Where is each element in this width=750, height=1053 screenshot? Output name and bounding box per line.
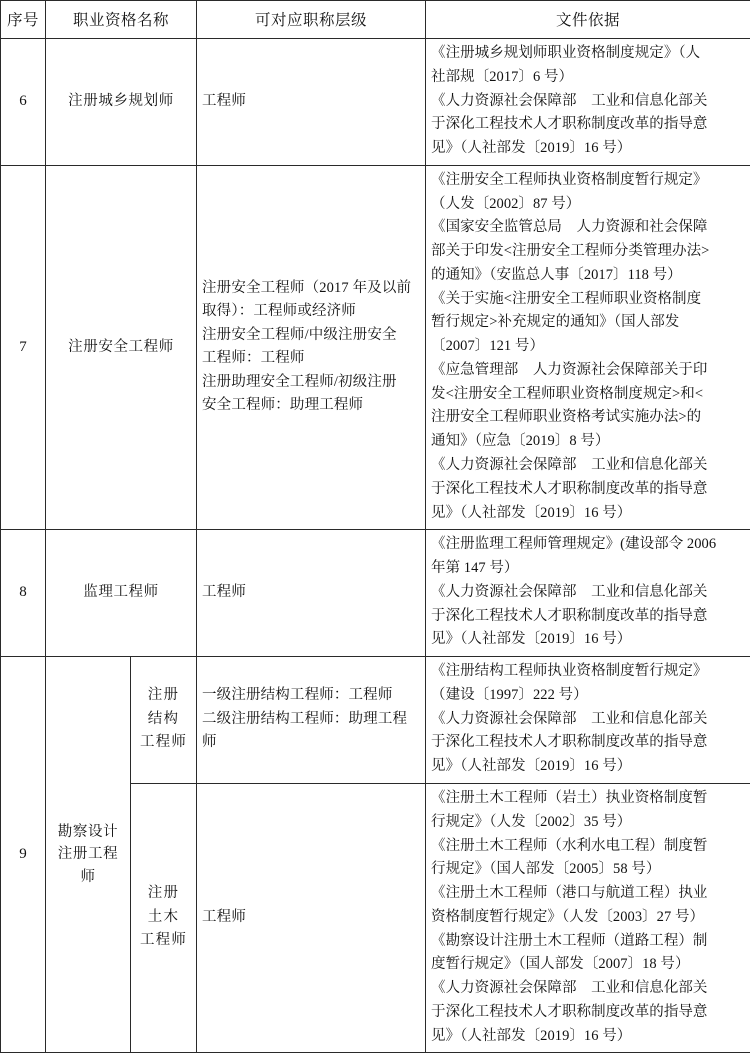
cell-qualification-subname-line: 注册	[136, 882, 191, 905]
cell-document-basis-line: 行规定》（人发〔2002〕35 号）	[431, 811, 745, 835]
cell-document-basis-line: 社部规〔2017〕6 号）	[431, 66, 745, 90]
cell-document-basis-line: 《注册城乡规划师职业资格制度规定》（人	[431, 42, 745, 66]
table-row	[1, 530, 750, 657]
cell-qualification-subname	[131, 657, 197, 784]
cell-document-basis-line: 于深化工程技术人才职称制度改革的指导意	[431, 731, 745, 755]
cell-document-basis-line: 见》（人社部发〔2019〕16 号）	[431, 137, 745, 161]
cell-document-basis-line: 于深化工程技术人才职称制度改革的指导意	[431, 113, 745, 137]
cell-title-level-line: 工程师：工程师	[202, 347, 420, 370]
cell-document-basis-line: 《注册安全工程师执业资格制度暂行规定》	[431, 169, 745, 193]
cell-title-level-line: 二级注册结构工程师：助理工程	[202, 708, 420, 731]
table-row	[1, 165, 750, 529]
cell-document-basis-line: 见》（人社部发〔2019〕16 号）	[431, 628, 745, 652]
cell-title-level	[197, 657, 426, 784]
cell-title-level-line: 安全工程师：助理工程师	[202, 394, 420, 417]
cell-title-level	[197, 165, 426, 529]
cell-title-level	[197, 530, 426, 657]
table-header	[1, 1, 750, 39]
cell-document-basis-line: 《注册结构工程师执业资格制度暂行规定》	[431, 660, 745, 684]
cell-document-basis-line: 《关于实施<注册安全工程师职业资格制度	[431, 288, 745, 312]
cell-title-level	[197, 39, 426, 166]
cell-sequence-number: 8	[1, 530, 46, 657]
cell-qualification-name: 监理工程师	[46, 530, 197, 657]
cell-document-basis-line: 《注册监理工程师管理规定》(建设部令 2006	[431, 533, 745, 557]
cell-document-basis-line: 行规定》（国人部发〔2005〕58 号）	[431, 858, 745, 882]
cell-document-basis	[426, 165, 750, 529]
cell-document-basis-line: 《人力资源社会保障部 工业和信息化部关	[431, 581, 745, 605]
column-header-seq: 序号	[1, 1, 46, 39]
cell-document-basis-line: 资格制度暂行规定》（人发〔2003〕27 号）	[431, 906, 745, 930]
cell-title-level-line: 注册安全工程师（2017 年及以前	[202, 277, 420, 300]
cell-document-basis-line: 年第 147 号）	[431, 557, 745, 581]
cell-document-basis-line: 于深化工程技术人才职称制度改革的指导意	[431, 478, 745, 502]
cell-qualification-name: 注册城乡规划师	[46, 39, 197, 166]
cell-title-level-line: 一级注册结构工程师：工程师	[202, 684, 420, 707]
cell-document-basis-line: 《人力资源社会保障部 工业和信息化部关	[431, 90, 745, 114]
cell-title-level-line: 工程师	[202, 581, 420, 604]
cell-document-basis-line: （人发〔2002〕87 号）	[431, 193, 745, 217]
cell-sequence-number: 6	[1, 39, 46, 166]
cell-document-basis-line: 《注册土木工程师（港口与航道工程）执业	[431, 882, 745, 906]
cell-document-basis-line: 的通知》（安监总人事〔2017〕118 号）	[431, 264, 745, 288]
cell-qualification-name	[46, 657, 131, 1053]
cell-document-basis-line: 于深化工程技术人才职称制度改革的指导意	[431, 1001, 745, 1025]
cell-document-basis-line: （建设〔1997〕222 号）	[431, 684, 745, 708]
cell-title-level-line: 注册安全工程师/中级注册安全	[202, 324, 420, 347]
cell-document-basis-line: 部关于印发<注册安全工程师分类管理办法>	[431, 240, 745, 264]
cell-document-basis-line: 《人力资源社会保障部 工业和信息化部关	[431, 454, 745, 478]
cell-title-level-line: 注册助理安全工程师/初级注册	[202, 371, 420, 394]
table-row	[1, 657, 750, 784]
cell-document-basis-line: 通知》（应急〔2019〕8 号）	[431, 430, 745, 454]
cell-title-level-line: 工程师	[202, 90, 420, 113]
cell-qualification-subname-line: 注册	[136, 684, 191, 707]
cell-document-basis	[426, 39, 750, 166]
cell-document-basis-line: 见》（人社部发〔2019〕16 号）	[431, 1025, 745, 1049]
cell-qualification-subname-line: 土木	[136, 906, 191, 929]
column-header-title-level: 可对应职称层级	[197, 1, 426, 39]
header-row	[1, 1, 750, 39]
cell-document-basis-line: 《应急管理部 人力资源社会保障部关于印	[431, 359, 745, 383]
cell-qualification-name-line: 勘察设计	[51, 821, 125, 843]
cell-title-level-line: 师	[202, 731, 420, 754]
cell-document-basis	[426, 783, 750, 1052]
cell-document-basis-line: 见》（人社部发〔2019〕16 号）	[431, 755, 745, 779]
cell-document-basis-line: 〔2007〕121 号）	[431, 335, 745, 359]
cell-document-basis-line: 于深化工程技术人才职称制度改革的指导意	[431, 605, 745, 629]
cell-qualification-name-line: 注册工程师	[51, 843, 125, 888]
cell-document-basis-line: 《人力资源社会保障部 工业和信息化部关	[431, 708, 745, 732]
cell-document-basis-line: 度暂行规定》（国人部发〔2007〕18 号）	[431, 953, 745, 977]
cell-sequence-number: 9	[1, 657, 46, 1053]
table-row	[1, 39, 750, 166]
column-header-document-basis: 文件依据	[426, 1, 750, 39]
cell-document-basis-line: 暂行规定>补充规定的通知》（国人部发	[431, 311, 745, 335]
column-header-qualification-name: 职业资格名称	[46, 1, 197, 39]
cell-document-basis	[426, 657, 750, 784]
cell-document-basis-line: 发<注册安全工程师职业资格制度规定>和<	[431, 383, 745, 407]
cell-qualification-subname-line: 工程师	[136, 929, 191, 952]
cell-qualification-name: 注册安全工程师	[46, 165, 197, 529]
cell-document-basis-line: 《国家安全监管总局 人力资源和社会保障	[431, 216, 745, 240]
cell-title-level	[197, 783, 426, 1052]
cell-title-level-line: 工程师	[202, 906, 420, 929]
cell-qualification-subname-line: 结构	[136, 708, 191, 731]
table-body	[1, 39, 750, 1053]
cell-sequence-number: 7	[1, 165, 46, 529]
cell-document-basis-line: 《人力资源社会保障部 工业和信息化部关	[431, 977, 745, 1001]
cell-document-basis-line: 《注册土木工程师（水利水电工程）制度暂	[431, 835, 745, 859]
cell-document-basis	[426, 530, 750, 657]
cell-document-basis-line: 注册安全工程师职业资格考试实施办法>的	[431, 406, 745, 430]
cell-qualification-subname-line: 工程师	[136, 731, 191, 754]
cell-document-basis-line: 见》（人社部发〔2019〕16 号）	[431, 502, 745, 526]
cell-qualification-subname	[131, 783, 197, 1052]
cell-title-level-line: 取得）：工程师或经济师	[202, 300, 420, 323]
cell-document-basis-line: 《注册土木工程师（岩土）执业资格制度暂	[431, 787, 745, 811]
cell-document-basis-line: 《勘察设计注册土木工程师（道路工程）制	[431, 930, 745, 954]
